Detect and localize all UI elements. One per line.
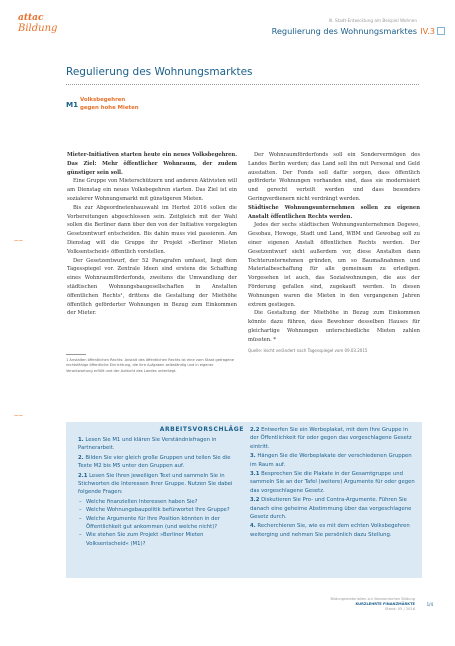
task-text: Entwerfen Sie ein Werbeplakat, mit dem Ihre Gruppe in der Öffentlichkeit für oder gegen das vorgeschlagene Gesetz eintritt. [250,427,412,450]
footer-module: KURZLEHRTE FINANZMÄRKTE [355,602,415,606]
task-number: 1. [78,437,84,443]
sub-question: – Welche finanziellen Interessen haben Sie? [86,498,236,506]
article-paragraph: Eine Gruppe von Mieterschützern und anderen Aktivisten will am Dienstag ein neues Volksbegehren starten. Das Ziel ist ein sozialerer Wohnungsmarkt mit günstigeren Mieten. [67,178,237,202]
task-number: 2. [78,454,84,461]
task-item [78,472,236,497]
logo-attac-text: attac [18,13,44,23]
footnote-divider [66,354,86,355]
task-number: 2.2 [250,427,260,433]
article-column-right [248,151,420,354]
attac-bildung-logo [18,14,56,34]
material-subtitle-line1: Volksbegehren [80,97,126,103]
article-paragraph: Der Wohnraumförderfonds soll ein Sondervermögen des Landes Berlin werden; das Land soll ihn mit Personal und Geld ausstatten. Der Fonds soll dafür sorgen, dass öffentlich geförderte Wohnungen vorhanden sind, dass sie modernisiert und gerecht verteilt werden und dass besonders Geringverdienern nicht verdrängt werden. [248,152,420,202]
article-paragraph: Bis zur Abgeordnetenhauswahl im Herbst 2016 sollen die Vorbereitungen abgeschlossen sein. Zeitgleich mit der Wahl sollen die Berliner dann über den von der Initiative vorgelegten Gesetzentwurf entscheiden. Bis dahin muss viel passieren. Am Dienstag will die Gruppe ihr Projekt »Berliner Mieten Volksentscheid« öffentlich vorstellen. [67,204,237,255]
article-paragraph-text: Die Gestaltung der Miethöhe in Bezug zum Einkommen könnte dazu führen, dass Bewohner desselben Hauses für gleichartige Wohnungen unterschiedliche Mieten zahlen müssten. [248,310,420,343]
title-divider [66,84,419,85]
task-item [250,522,415,539]
margin-tick-icon: ‒‒ [14,411,23,419]
task-text: Recherchieren Sie, wie es mit dem echten Volksbegehren weiterging und nehmen Sie persönlich dazu Stellung. [250,523,410,538]
article-paragraph [248,309,420,344]
task-item [250,426,415,451]
footer-date: Stand: 05 / 2016 [384,607,415,611]
article-lead: Mieter-Initiativen starten heute ein neues Volksbegehren. Das Ziel: Mehr öffentlicher Wohnraum, der zudem günstiger sein soll. [67,152,237,176]
footer-series: Bildungsmaterialien zur ökonomischen Bildung [330,597,415,601]
article-paragraph: Der Gesetzentwurf, der 52 Paragrafen umfasst, liegt dem Tagesspiegel vor. Zentrale Ideen sind erstens die Schaffung eines Wohnraumförderfonds, zweitens die Umwandlung der städtischen Wohnungsbaugesellschaften in Anstalten öffentlichen Rechts¹, drittens die Gestaltung der Miethöhe öffentlich geförderter Wohnungen in Bezug zum Einkommen der Mieter. [67,257,237,317]
task-item [250,496,415,521]
task-item [78,454,236,471]
task-text: Bilden Sie vier gleich große Gruppen und teilen Sie die Texte M2 bis M5 unter den Gruppen auf. [78,454,231,470]
article-column-left [67,151,237,318]
article-subheading: Städtische Wohnungsunternehmen sollen zu eigenen Anstalt öffentlichen Rechts werden. [248,204,420,220]
article-paragraph: Jedes der sechs städtischen Wohnungsunternehmen Degewo, Gesobau, Howoge, Stadt und Land, WBM und Gewobag soll zu einer eigenen Anstalt öffentlichen Rechts werden. Der Gesetzentwurf sieht außerdem vor, diese Anstalten dann Tochterunternehmen gründen, um so Baumaßnahmen und Materialbeschaffung für alle gemeinsam zu erledigen. Vorgesehen ist auch, das Sozialwohnungen, die aus der Förderung gefallen sind, zugekauft werden. In diesen Wohnungen waren die Mieten in den vergangenen Jahren extrem gestiegen. [248,222,420,308]
tasks-column-right [250,426,415,540]
quote-source: Quelle: leicht verändert nach Tagesspiegel vom 09.03.2015 [248,347,368,353]
footnote: 1 Anstalten öffentlichen Rechts: Anstalt des öffentlichen Rechts ist eine vom Staat getragene rechtsfähige öffentliche Einrichtung, die ihre Aufgaben selbständig und in eigener Verantwortung erfüllt und der Aufsicht des Landes unterliegt. [66,358,234,373]
task-item [78,436,236,453]
quote-marker: * [273,336,276,343]
task-text: Hängen Sie die Werbeplakate der verschiedenen Gruppen im Raum auf. [250,453,412,468]
header-title: Regulierung des Wohnungsmarktes [271,26,417,36]
page-number: 1/4 [426,602,433,607]
material-label: M1 [66,100,79,109]
sub-question-list [78,498,236,548]
chapter-marker: IV.3 [420,26,435,36]
logo-bildung-text: Bildung [18,23,58,34]
task-text: Diskutieren Sie Pro- und Contra-Argumente. Führen Sie danach eine geheime Abstimmung über das vorgeschlagene Gesetz durch. [250,497,412,521]
task-number: 3. [250,453,256,460]
margin-tick-icon: ‒‒ [14,236,23,244]
task-item [250,452,415,469]
task-number: 3.2 [250,497,260,504]
tasks-column-left [78,436,236,548]
sub-question: – Welche Argumente für Ihre Position könnten in der Öffentlichkeit gut ankommen (und welche nicht)? [86,515,236,532]
page-title: Regulierung des Wohnungsmarktes [66,66,253,78]
task-number: 2.1 [78,472,88,479]
task-text: Lesen Sie Ihren jeweiligen Text und sammeln Sie in Stichworten die Interessen Ihrer Gruppe. Nutzen Sie dabei folgende Fragen: [78,472,233,496]
material-subtitle [80,96,139,112]
material-subtitle-line2: gegen hohe Mieten [80,105,139,111]
task-number: 3.1 [250,471,260,478]
sub-question: – Wie stehen Sie zum Projekt »Berliner Mieten Volksentscheid« (M1)? [86,531,236,548]
sub-question: – Welche Wohnungsbaupolitik befürwortet Ihre Gruppe? [86,506,236,514]
checkbox-square-icon [437,27,445,35]
tasks-heading: ARBEITSVORSCHLÄGE [159,426,244,433]
task-text: Lesen Sie M1 und klären Sie Verständnisfragen in Partnerarbeit. [78,437,217,452]
series-label: III. Stadt-Entwicklung am Beispiel Wohnen [328,18,417,23]
task-item [250,470,415,495]
task-number: 4. [250,523,256,530]
task-text: Besprechen Sie die Plakate in der Gesamtgruppe und sammeln Sie an der Tafel (weitere) Argumente für oder gegen das vorgeschlagene Gesetz. [250,471,415,494]
